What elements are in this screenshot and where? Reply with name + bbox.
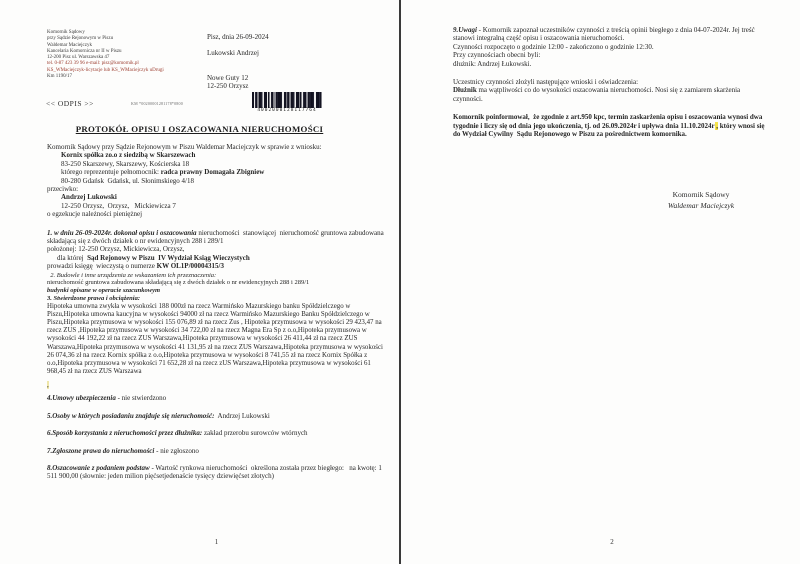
letterhead [47, 30, 177, 80]
section-2-text: nieruchomość gruntowa zabudowana składającą się z dwóch działek o nr ewidencyjnych 288 i 289/1 [47, 279, 310, 287]
creditor-address: 83-250 Skarszewy, Skarszewy, Kościerska 18 [61, 159, 190, 168]
debtor-address: 12-250 Orzysz, Orzysz, Mickiewicza 7 [61, 201, 176, 210]
page-number: 2 [610, 538, 614, 546]
section-8: 8.Oszacowanie z podaniem podstaw - Wartość rynkowa nieruchomości określona została przez biegłego: na kwotę: 1 511 900,00 (słownie: jeden milion pięćsetjedenaście tysięcy dziewięćset złotych) [47, 463, 384, 481]
signature-role: Komornik Sądowy [672, 190, 730, 199]
addressee-name: Lukowski Andrzej [207, 49, 259, 57]
page-2 [401, 0, 800, 564]
dateline: Pisz, dnia 26-09-2024 [207, 33, 269, 41]
section-1-court: dla której Sąd Rejonowy w Piszu IV Wydział Ksiąg Wieczystych [57, 253, 250, 262]
debtor-name: Andrzej Lukowski [61, 193, 117, 202]
letterhead-line-contact: tel. 0-87 423 39 96 e-mail: pisz@komornik.pl [47, 61, 139, 67]
barcode [252, 92, 322, 108]
section-4: 4.Umowy ubezpieczenia - nie stwierdzono [47, 394, 167, 403]
odpis-stamp: << ODPIS >> [46, 99, 94, 108]
document-title: PROTOKÓŁ OPISU I OSZACOWANIA NIERUCHOMOŚCI [75, 124, 324, 134]
section-6: 6.Sposób korzystania z nieruchomości przez dłużnika: zakład przerobu surowców wtórnych [47, 429, 308, 438]
signature-block [611, 190, 791, 211]
addressee-address [207, 74, 248, 91]
barcode-digits: 4002000128117764 [257, 108, 317, 113]
section-2-label: 2. Budowle i inne urządzenia ze wskazaniem ich przeznaczenia: [47, 271, 217, 279]
section-3-label: 3. Stwierdzone prawa i obciążenia: [47, 295, 140, 303]
section-9-hours: Czynności rozpoczęto o godzinie 12:00 - zakończono o godzinie 12:30. [453, 42, 654, 51]
section-5: 5.Osoby w których posiadaniu znajduje się nieruchomość: Andrzej Lukowski [47, 411, 270, 420]
against-label: przeciwko: [47, 185, 79, 194]
section-9-debtor: dłużnik: Andrzej Łukowski. [453, 59, 532, 68]
section-3-mortgages: Hipoteka umowna zwykła w wysokości 188 000zł na rzecz Warmińsko Mazurskiego banku Spółdzielczego w Piszu,Hipoteka umowna kaucyjna w wysokości 94000 zł na rzecz Warmińsko Mazurskiego Banku Spółdzielczego w Piszu,Hipoteka przymusowa w wysokości 155 076,89 zł na rzecz Zus , Hipoteka przymusowa w wysokości 29 423,47 na rzecz ZUS ,Hipoteka przymusowa w wysokości 34 722,00 zł na rzecz Magna Era Sp z o.o,Hipoteka przymusowa w wysokości 44 192,22 zł na rzecz ZUS Warszawa,Hipoteka przymusowa w wysokości 26 411,44 zł na rzecz ZUS Warszawa,Hipoteka przymusowa w wysokości 41 131,95 zł na rzecz ZUS Warszawa,Hipoteka przymusowa w wysokości 26 074,36 zł na rzecz Kornix spółka z o.o,Hipoteka przymusowa w wysokości 8 741,55 zł na rzecz Kornix Spółka z o.o,Hipoteka przymusowa w wysokości 71 652,28 zł na rzecz zUS Warszawa,Hipoteka przymusowa w wysokości 61 968,45 zł na rzecz ZUS Warszawa [47, 303, 385, 375]
letterhead-line-epu: KS_WMaciejczyk-licytacje lub KS_WMaciejczyk uDrugi [47, 67, 164, 73]
page-number: 1 [214, 538, 219, 546]
intro-line: Komornik Sądowy przy Sądzie Rejonowym w Piszu Waldemar Maciejczyk w sprawie z wniosku: [47, 143, 322, 151]
letterhead-line: 12-200 Pisz ul. Warszawska 47 [47, 55, 110, 61]
signature-name: Waldemar Maciejczyk [667, 200, 735, 210]
page-1 [0, 0, 399, 564]
statements-intro: Uczestnicy czynności złożyli następujące wnioski i oświadczenia: [453, 78, 639, 87]
section-1: 1. w dniu 26-09-2024r. dokonał opisu i oszacowania nieruchomości stanowiącej nieruchomość gruntowa zabudowana składającą się z dwóch działek o nr ewidencyjnych 288 i 289/1 [47, 228, 386, 246]
trailing-comma: , [47, 380, 49, 389]
attorney-address: 80-280 Gdańsk Gdańsk, ul. Słonimskiego 4/18 [61, 176, 194, 185]
page2-body [453, 26, 771, 138]
section-9-present: Przy czynnościach obecni byli: [453, 51, 541, 60]
case-subject: o egzekucje należności pieniężnej [47, 210, 143, 219]
section-1-location: położonej: 12-250 Orzysz, Mickiewicza, Orzysz, [47, 245, 185, 254]
debtor-statement: Dłużnik ma wątpliwości co do wysokości oszacowania nieruchomości. Nosi się z zamiarem skarżenia czynności. [453, 86, 742, 103]
attorney-line: którego reprezentuje pełnomocnik: radca prawny Domagała Zbigniew [61, 168, 265, 177]
letterhead-line: Waldemar Maciejczyk [47, 42, 92, 48]
section-7: 7.Zgłoszone prawa do nieruchomości - nie zgłoszono [47, 446, 199, 455]
highlight-mark: , [714, 121, 718, 130]
addressee-city: 12-250 Orzysz [207, 82, 249, 91]
page1-body [47, 143, 386, 481]
document-code: KM *00200001281178*0800 [131, 101, 183, 106]
letterhead-line: przy Sądzie Rejonowym w Piszu [47, 36, 114, 42]
creditor-name: Kornix spółka zo.o z siedzibą w Skarszewach [61, 151, 196, 160]
case-number: Km 1190/17 [47, 74, 72, 80]
addressee-street: Nowe Guty 12 [207, 74, 249, 82]
section-2-note: budynki opisane w operacie szacunkowym [47, 286, 161, 294]
section-1-register: prowadzi księgę wieczystą o numerze KW OL1P/00004315/3 [47, 262, 224, 271]
letterhead-line: Kancelaria Komornicza nr II w Piszu [47, 48, 122, 54]
section-9: 9.Uwagi - Komornik zapoznał uczestników czynności z treścią opinii biegłego z dnia 04-07-2024r. Jej treść stanowi integralną część opisu i oszacowania nieruchomości. [453, 26, 757, 43]
komornik-notice: Komornik poinformował, że zgodnie z art.950 kpc, termin zaskarżenia opisu i oszacowania wynosi dwa tygodnie i liczy się od dnia jego ukończenia, tj. od 26.09.2024r i upływa dnia 11.10.2024r , który wnosi się do Wydział Cywilny Sądu Rejonowego w Piszu za pośrednictwem komornika. [453, 113, 767, 139]
attorney-name: radca prawny Domagała Zbigniew [160, 168, 265, 177]
letterhead-line: Komornik Sądowy [47, 30, 85, 35]
